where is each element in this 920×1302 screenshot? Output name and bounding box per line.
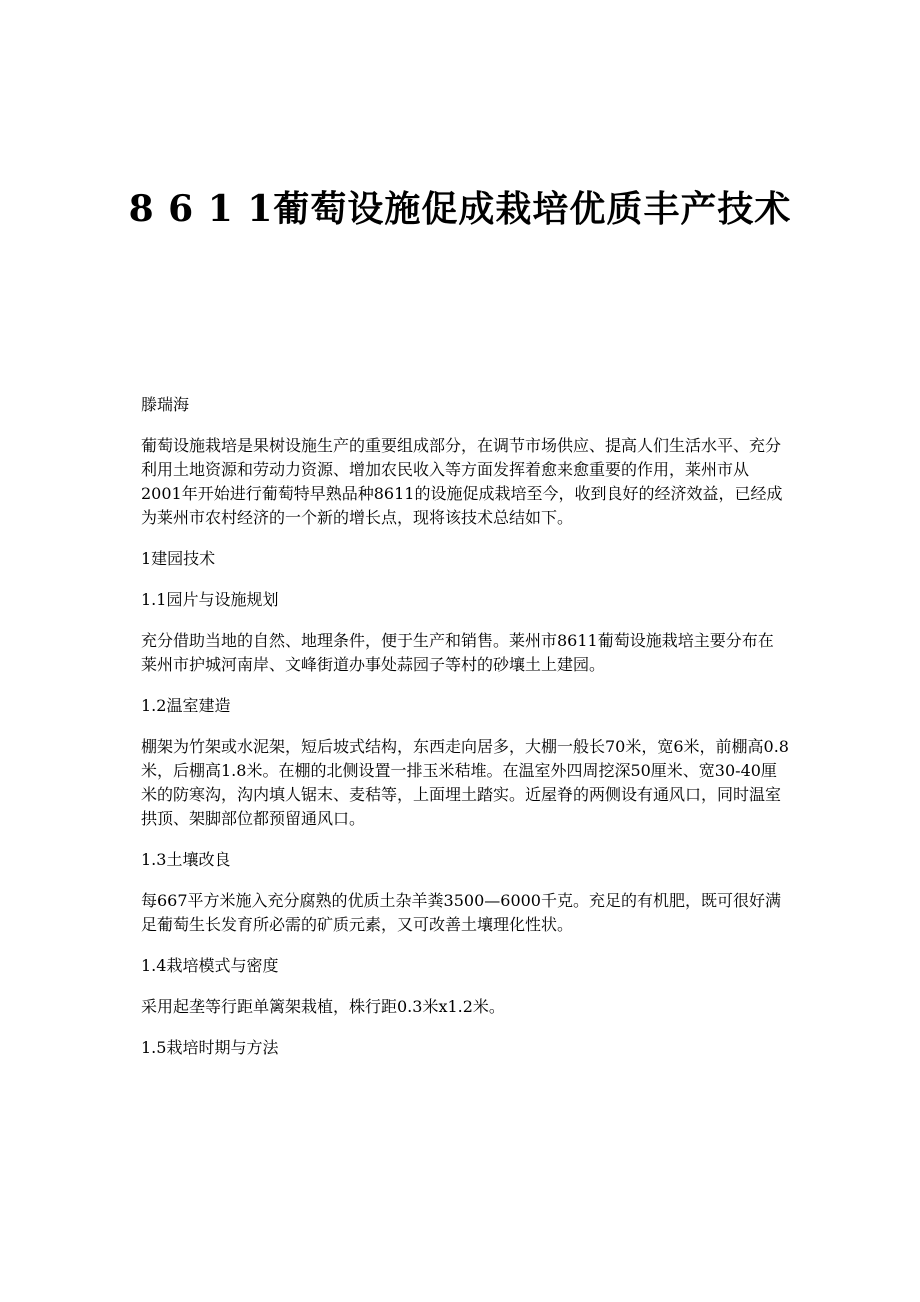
subsection-heading: 1.5栽培时期与方法 bbox=[141, 1038, 279, 1057]
document-title: 8 6 1 1葡萄设施促成栽培优质丰产技术 bbox=[128, 188, 792, 230]
paragraph: 采用起垄等行距单篱架栽植，株行距0.3米x1.2米。 bbox=[141, 997, 505, 1016]
author-name: 滕瑞海 bbox=[141, 395, 190, 414]
section-heading: 1建园技术 bbox=[141, 549, 216, 568]
paragraph: 每667平方米施入充分腐熟的优质土杂羊粪3500—6000千克。充足的有机肥，既可很好满足葡萄生长发育所必需的矿质元素，又可改善土壤理化性状。 bbox=[141, 891, 781, 934]
subsection-heading: 1.2温室建造 bbox=[141, 696, 231, 715]
paragraph: 棚架为竹架或水泥架，短后坡式结构，东西走向居多，大棚一般长70米，宽6米，前棚高0.8米，后棚高1.8米。在棚的北侧设置一排玉米秸堆。在温室外四周挖深50厘米、宽30-40厘米的防寒沟，沟内填人锯末、麦秸等，上面埋土踏实。近屋脊的两侧设有通风口，同时温室拱顶、架脚部位都预留通风口。 bbox=[141, 737, 789, 828]
subsection-heading: 1.3土壤改良 bbox=[141, 850, 231, 869]
document-body bbox=[141, 393, 789, 1077]
subsection-heading: 1.4栽培模式与密度 bbox=[141, 956, 279, 975]
paragraph: 充分借助当地的自然、地理条件，便于生产和销售。莱州市8611葡萄设施栽培主要分布在莱州市护城河南岸、文峰街道办事处蒜园子等村的砂壤土上建园。 bbox=[141, 631, 774, 674]
paragraph-intro: 葡萄设施栽培是果树设施生产的重要组成部分，在调节市场供应、提高人们生活水平、充分利用土地资源和劳动力资源、增加农民收入等方面发挥着愈来愈重要的作用，莱州市从2001年开始进行葡萄特早熟品种8611的设施促成栽培至今，收到良好的经济效益，已经成为莱州市农村经济的一个新的增长点，现将该技术总结如下。 bbox=[141, 436, 783, 527]
subsection-heading: 1.1园片与设施规划 bbox=[141, 590, 279, 609]
